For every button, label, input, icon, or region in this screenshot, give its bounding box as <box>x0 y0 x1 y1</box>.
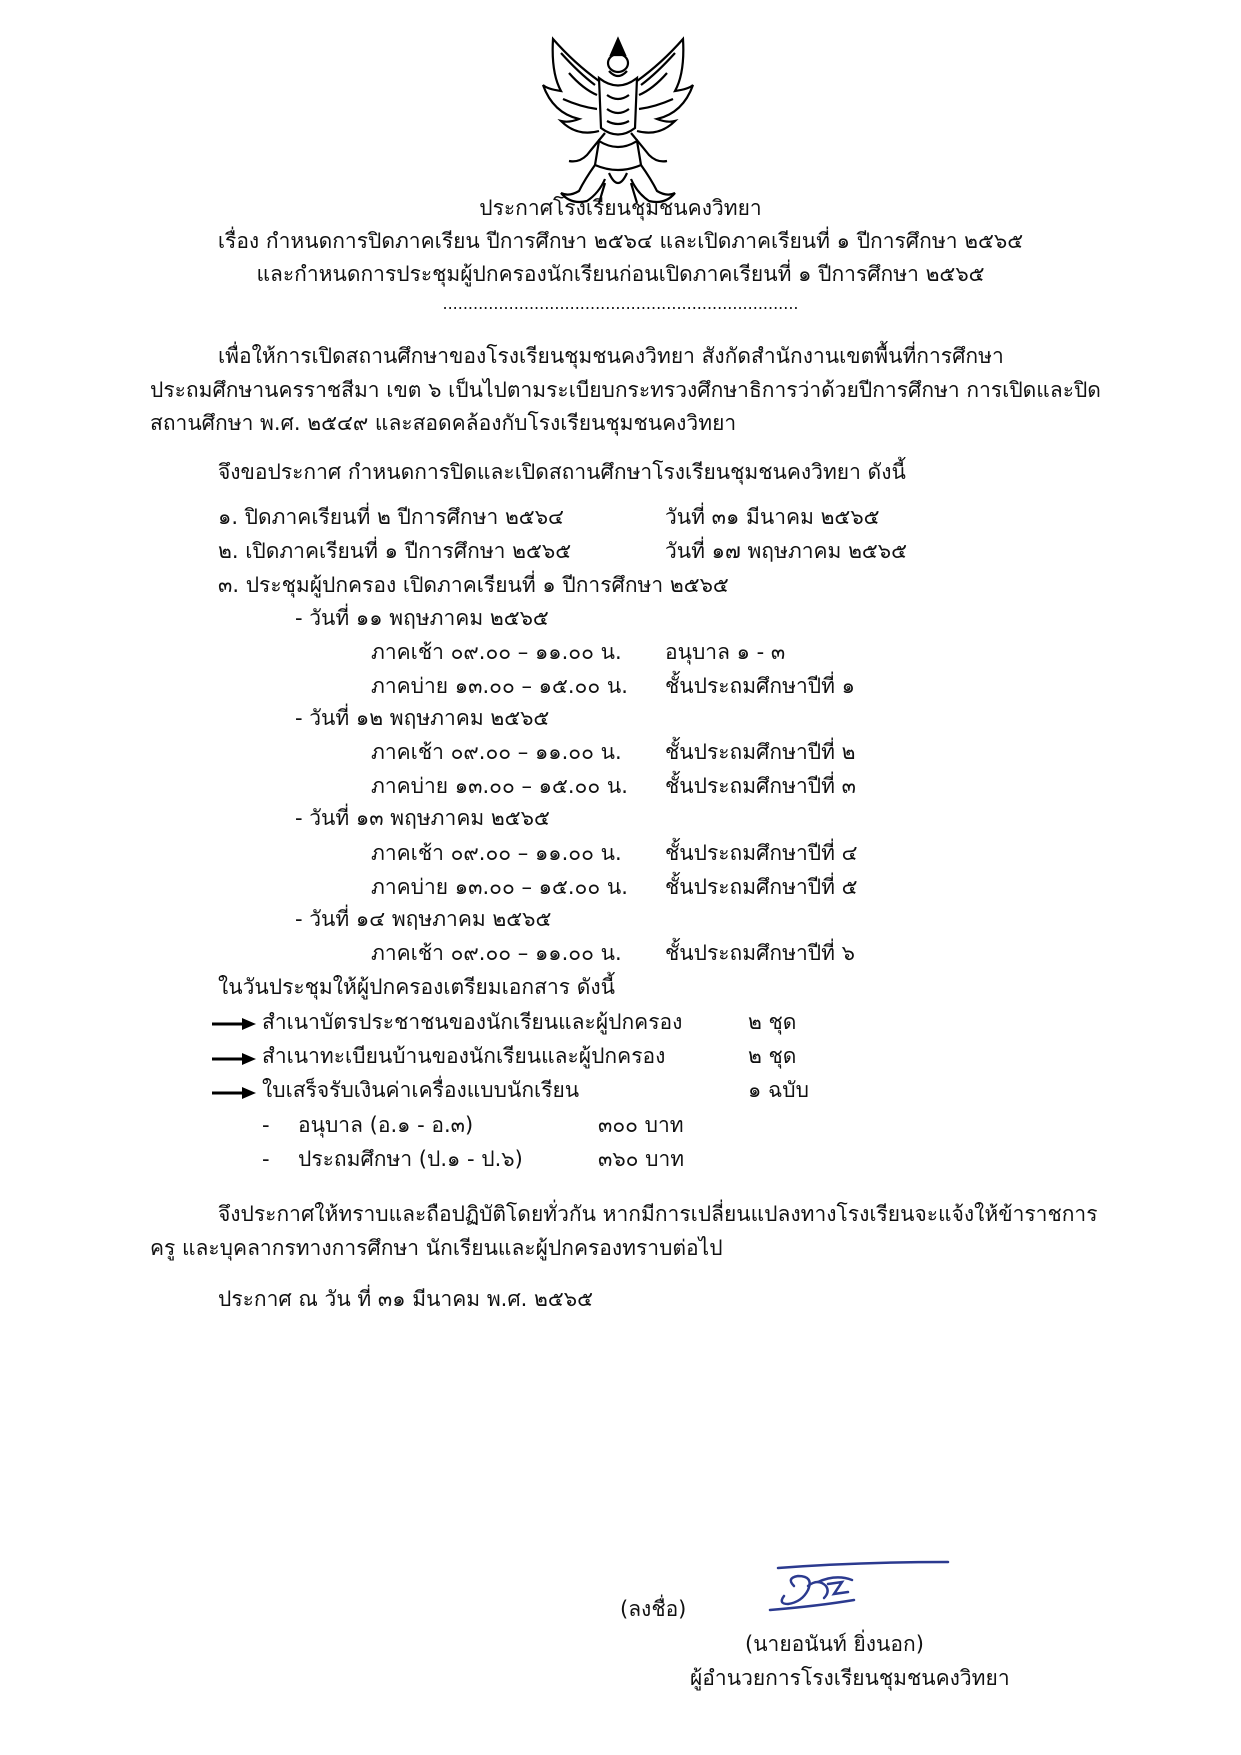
garuda-emblem-icon <box>539 33 697 211</box>
subject-line-1: เรื่อง กำหนดการปิดภาคเรียน ปีการศึกษา ๒๕๖๔ และเปิดภาคเรียนที่ ๑ ปีการศึกษา ๒๕๖๕ <box>217 229 1024 253</box>
date-line: ประกาศ ณ วัน ที่ ๓๑ มีนาคม พ.ศ. ๒๕๖๕ <box>218 1287 593 1311</box>
meeting-group: อนุบาล ๑ - ๓ <box>665 640 786 664</box>
announce-line: จึงขอประกาศ กำหนดการปิดและเปิดสถานศึกษาโรงเรียนชุมชนคงวิทยา ดังนี้ <box>218 460 906 484</box>
announcement-title: ประกาศโรงเรียนชุมชนคงวิทยา <box>479 196 762 220</box>
item-2-date: วันที่ ๑๗ พฤษภาคม ๒๕๖๕ <box>665 539 908 563</box>
fee-level: อนุบาล (อ.๑ - อ.๓) <box>298 1113 474 1137</box>
meeting-day-2: - วันที่ ๑๒ พฤษภาคม ๒๕๖๕ <box>295 706 550 730</box>
meeting-day-1: - วันที่ ๑๑ พฤษภาคม ๒๕๖๕ <box>295 606 549 630</box>
arrow-right-icon <box>212 1017 256 1031</box>
meeting-group: ชั้นประถมศึกษาปีที่ ๒ <box>665 740 856 764</box>
handwritten-signature-icon <box>758 1556 958 1624</box>
meeting-time: ภาคเช้า ๐๙.๐๐ – ๑๑.๐๐ น. <box>371 941 622 965</box>
meeting-group: ชั้นประถมศึกษาปีที่ ๔ <box>665 841 858 865</box>
meeting-day-3: - วันที่ ๑๓ พฤษภาคม ๒๕๖๕ <box>295 806 550 830</box>
item-1-text: ๑. ปิดภาคเรียนที่ ๒ ปีการศึกษา ๒๕๖๔ <box>218 505 564 529</box>
arrow-right-icon <box>212 1052 256 1066</box>
meeting-time: ภาคบ่าย ๑๓.๐๐ – ๑๕.๐๐ น. <box>371 674 628 698</box>
meeting-group: ชั้นประถมศึกษาปีที่ ๑ <box>665 674 855 698</box>
header-divider: ...................................................................... <box>442 294 799 313</box>
meeting-time: ภาคบ่าย ๑๓.๐๐ – ๑๕.๐๐ น. <box>371 774 628 798</box>
meeting-time: ภาคเช้า ๐๙.๐๐ – ๑๑.๐๐ น. <box>371 841 622 865</box>
document-qty: ๑ ฉบับ <box>748 1078 809 1102</box>
meeting-group: ชั้นประถมศึกษาปีที่ ๓ <box>665 774 856 798</box>
meeting-time: ภาคเช้า ๐๙.๐๐ – ๑๑.๐๐ น. <box>371 640 622 664</box>
meeting-group: ชั้นประถมศึกษาปีที่ ๖ <box>665 941 855 965</box>
item-1-date: วันที่ ๓๑ มีนาคม ๒๕๖๕ <box>665 505 880 529</box>
document-qty: ๒ ชุด <box>748 1010 797 1034</box>
fee-dash: - <box>262 1113 270 1137</box>
meeting-time: ภาคเช้า ๐๙.๐๐ – ๑๑.๐๐ น. <box>371 740 622 764</box>
signatory-position: ผู้อำนวยการโรงเรียนชุมชนคงวิทยา <box>690 1666 1010 1690</box>
meeting-time: ภาคบ่าย ๑๓.๐๐ – ๑๕.๐๐ น. <box>371 875 628 899</box>
signatory-name: (นายอนันท์ ยิ่งนอก) <box>745 1632 924 1656</box>
subject-line-2: และกำหนดการประชุมผู้ปกครองนักเรียนก่อนเปิดภาคเรียนที่ ๑ ปีการศึกษา ๒๕๖๕ <box>256 262 985 286</box>
closing-line-2: ครู และบุคลากรทางการศึกษา นักเรียนและผู้ปกครองทราบต่อไป <box>150 1236 723 1260</box>
arrow-right-icon <box>212 1086 256 1100</box>
item-2-text: ๒. เปิดภาคเรียนที่ ๑ ปีการศึกษา ๒๕๖๕ <box>218 539 572 563</box>
closing-line-1: จึงประกาศให้ทราบและถือปฏิบัติโดยทั่วกัน หากมีการเปลี่ยนแปลงทางโรงเรียนจะแจ้งให้ข้าราชการ <box>218 1202 1098 1226</box>
document-name: สำเนาบัตรประชาชนของนักเรียนและผู้ปกครอง <box>262 1010 683 1034</box>
intro-line-1: เพื่อให้การเปิดสถานศึกษาของโรงเรียนชุมชนคงวิทยา สังกัดสำนักงานเขตพื้นที่การศึกษา <box>218 344 1004 368</box>
document-qty: ๒ ชุด <box>748 1044 797 1068</box>
fee-dash: - <box>262 1147 270 1171</box>
fee-amount: ๓๐๐ บาท <box>598 1113 684 1137</box>
intro-line-2: ประถมศึกษานครราชสีมา เขต ๖ เป็นไปตามระเบียบกระทรวงศึกษาธิการว่าด้วยปีการศึกษา การเปิดและปิด <box>150 378 1101 402</box>
meeting-day-4: - วันที่ ๑๔ พฤษภาคม ๒๕๖๕ <box>295 907 552 931</box>
meeting-group: ชั้นประถมศึกษาปีที่ ๕ <box>665 875 858 899</box>
item-3-text: ๓. ประชุมผู้ปกครอง เปิดภาคเรียนที่ ๑ ปีการศึกษา ๒๕๖๕ <box>218 573 729 597</box>
documents-intro: ในวันประชุมให้ผู้ปกครองเตรียมเอกสาร ดังนี้ <box>218 975 615 999</box>
document-name: สำเนาทะเบียนบ้านของนักเรียนและผู้ปกครอง <box>262 1044 666 1068</box>
signature-label: (ลงชื่อ) <box>620 1597 687 1621</box>
intro-line-3: สถานศึกษา พ.ศ. ๒๕๔๙ และสอดคล้องกับโรงเรียนชุมชนคงวิทยา <box>150 411 737 435</box>
fee-level: ประถมศึกษา (ป.๑ - ป.๖) <box>298 1147 523 1171</box>
document-name: ใบเสร็จรับเงินค่าเครื่องแบบนักเรียน <box>262 1078 580 1102</box>
fee-amount: ๓๖๐ บาท <box>598 1147 685 1171</box>
